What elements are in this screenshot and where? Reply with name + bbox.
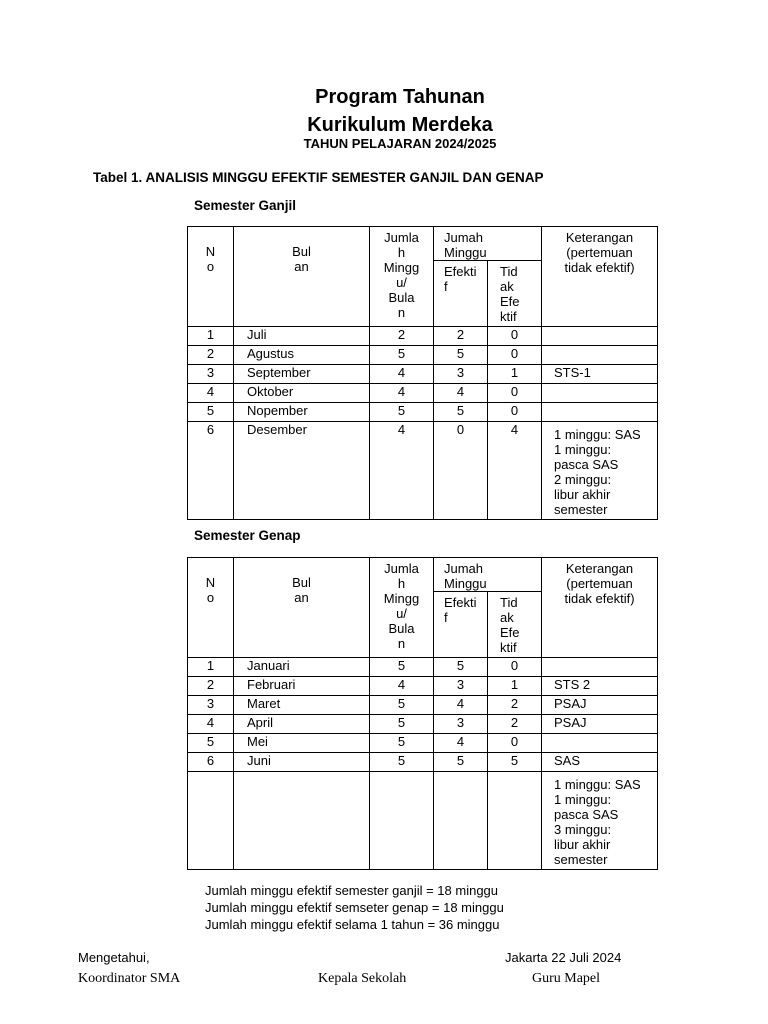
row-efektif: 3: [434, 715, 488, 734]
table-row: [188, 422, 658, 520]
header-efektif: Efekti f: [434, 592, 488, 658]
table-row: [188, 346, 658, 365]
row-no: 3: [188, 696, 234, 715]
row-keterangan: [542, 327, 658, 346]
row-keterangan: 1 minggu: SAS 1 minggu: pasca SAS 3 minggu: libur akhir semester: [542, 772, 658, 870]
row-tidak-efektif: 0: [488, 734, 542, 753]
row-tidak-efektif: 2: [488, 715, 542, 734]
row-jumlah: 4: [370, 422, 434, 520]
page-title: Program Tahunan: [315, 86, 485, 108]
header-no: N o: [188, 227, 234, 327]
row-jumlah: 4: [370, 365, 434, 384]
semester-genap-label: Semester Genap: [194, 528, 301, 543]
page-subtitle: Kurikulum Merdeka: [307, 114, 493, 136]
row-keterangan: [542, 403, 658, 422]
row-bulan: Juni: [234, 753, 370, 772]
row-jumlah: 5: [370, 658, 434, 677]
header-row: [188, 558, 658, 592]
row-no: 2: [188, 677, 234, 696]
row-efektif: 3: [434, 677, 488, 696]
row-bulan: [234, 772, 370, 870]
row-tidak-efektif: 0: [488, 403, 542, 422]
row-bulan: Desember: [234, 422, 370, 520]
header-bulan: Bul an: [234, 227, 370, 327]
row-jumlah: 5: [370, 346, 434, 365]
row-tidak-efektif: 0: [488, 327, 542, 346]
row-keterangan: [542, 658, 658, 677]
row-tidak-efektif: [488, 772, 542, 870]
row-efektif: 5: [434, 753, 488, 772]
row-jumlah: 4: [370, 677, 434, 696]
row-bulan: Nopember: [234, 403, 370, 422]
header-efektif: Efekti f: [434, 261, 488, 327]
row-efektif: 4: [434, 696, 488, 715]
row-jumlah: 5: [370, 753, 434, 772]
signature-date: Jakarta 22 Juli 2024: [505, 950, 622, 965]
row-tidak-efektif: 1: [488, 677, 542, 696]
row-efektif: 3: [434, 365, 488, 384]
row-keterangan: PSAJ: [542, 696, 658, 715]
semester-genap-table: [187, 557, 658, 870]
semester-ganjil-label: Semester Ganjil: [194, 198, 297, 213]
row-efektif: 5: [434, 403, 488, 422]
table-caption: Tabel 1. ANALISIS MINGGU EFEKTIF SEMESTER GANJIL DAN GENAP: [93, 170, 544, 185]
academic-year: TAHUN PELAJARAN 2024/2025: [303, 136, 497, 151]
row-no: 4: [188, 384, 234, 403]
row-bulan: September: [234, 365, 370, 384]
header-keterangan: Keterangan (pertemuan tidak efektif): [542, 558, 658, 658]
row-keterangan: STS-1: [542, 365, 658, 384]
row-jumlah: 5: [370, 403, 434, 422]
row-no: 2: [188, 346, 234, 365]
guru-mapel-label: Guru Mapel: [532, 971, 601, 986]
row-jumlah: 4: [370, 384, 434, 403]
table-row: [188, 753, 658, 772]
table-row: [188, 658, 658, 677]
summary-line: Jumlah minggu efektif semester ganjil = 18 minggu: [205, 883, 499, 898]
row-jumlah: 5: [370, 715, 434, 734]
table-row: [188, 772, 658, 870]
row-no: 6: [188, 422, 234, 520]
mengetahui-label: Mengetahui,: [78, 950, 150, 965]
header-row: [188, 227, 658, 261]
row-tidak-efektif: 0: [488, 346, 542, 365]
row-bulan: Juli: [234, 327, 370, 346]
row-tidak-efektif: 1: [488, 365, 542, 384]
table-row: [188, 734, 658, 753]
header-bulan: Bul an: [234, 558, 370, 658]
row-efektif: [434, 772, 488, 870]
table-row: [188, 384, 658, 403]
table-row: [188, 677, 658, 696]
table-row: [188, 365, 658, 384]
row-efektif: 4: [434, 384, 488, 403]
row-tidak-efektif: 5: [488, 753, 542, 772]
row-efektif: 4: [434, 734, 488, 753]
row-keterangan: STS 2: [542, 677, 658, 696]
koordinator-label: Koordinator SMA: [78, 971, 181, 986]
header-jumah-minggu: Jumah Minggu: [434, 227, 542, 261]
summary-line: Jumlah minggu efektif selama 1 tahun = 36 minggu: [205, 917, 500, 932]
table-row: [188, 327, 658, 346]
row-tidak-efektif: 0: [488, 384, 542, 403]
row-keterangan: [542, 384, 658, 403]
row-no: 4: [188, 715, 234, 734]
summary-block: [205, 882, 504, 933]
row-keterangan: PSAJ: [542, 715, 658, 734]
row-efektif: 5: [434, 658, 488, 677]
row-bulan: Oktober: [234, 384, 370, 403]
table-row: [188, 403, 658, 422]
header-no: N o: [188, 558, 234, 658]
row-bulan: Januari: [234, 658, 370, 677]
row-bulan: Mei: [234, 734, 370, 753]
row-efektif: 2: [434, 327, 488, 346]
header-tidak-efektif: Tid ak Efe ktif: [488, 592, 542, 658]
header-keterangan: Keterangan (pertemuan tidak efektif): [542, 227, 658, 327]
row-bulan: Februari: [234, 677, 370, 696]
row-jumlah: 2: [370, 327, 434, 346]
row-bulan: Maret: [234, 696, 370, 715]
row-no: 5: [188, 403, 234, 422]
row-keterangan: [542, 734, 658, 753]
header-jumlah-minggu-bulan: Jumla h Mingg u/ Bula n: [370, 558, 434, 658]
summary-line: Jumlah minggu efektif semseter genap = 18 minggu: [205, 900, 504, 915]
row-keterangan: SAS: [542, 753, 658, 772]
row-tidak-efektif: 0: [488, 658, 542, 677]
row-tidak-efektif: 2: [488, 696, 542, 715]
row-efektif: 0: [434, 422, 488, 520]
row-no: 1: [188, 327, 234, 346]
header-tidak-efektif: Tid ak Efe ktif: [488, 261, 542, 327]
row-no: 5: [188, 734, 234, 753]
row-keterangan: 1 minggu: SAS 1 minggu: pasca SAS 2 minggu: libur akhir semester: [542, 422, 658, 520]
row-jumlah: 5: [370, 696, 434, 715]
row-bulan: April: [234, 715, 370, 734]
table-row: [188, 696, 658, 715]
row-efektif: 5: [434, 346, 488, 365]
header-jumlah-minggu-bulan: Jumla h Mingg u/ Bula n: [370, 227, 434, 327]
row-no: [188, 772, 234, 870]
row-keterangan: [542, 346, 658, 365]
row-no: 3: [188, 365, 234, 384]
row-no: 6: [188, 753, 234, 772]
semester-ganjil-table: [187, 226, 658, 520]
row-jumlah: 5: [370, 734, 434, 753]
row-tidak-efektif: 4: [488, 422, 542, 520]
kepala-sekolah-label: Kepala Sekolah: [318, 971, 407, 986]
table-row: [188, 715, 658, 734]
row-bulan: Agustus: [234, 346, 370, 365]
header-jumah-minggu: Jumah Minggu: [434, 558, 542, 592]
row-jumlah: [370, 772, 434, 870]
row-no: 1: [188, 658, 234, 677]
